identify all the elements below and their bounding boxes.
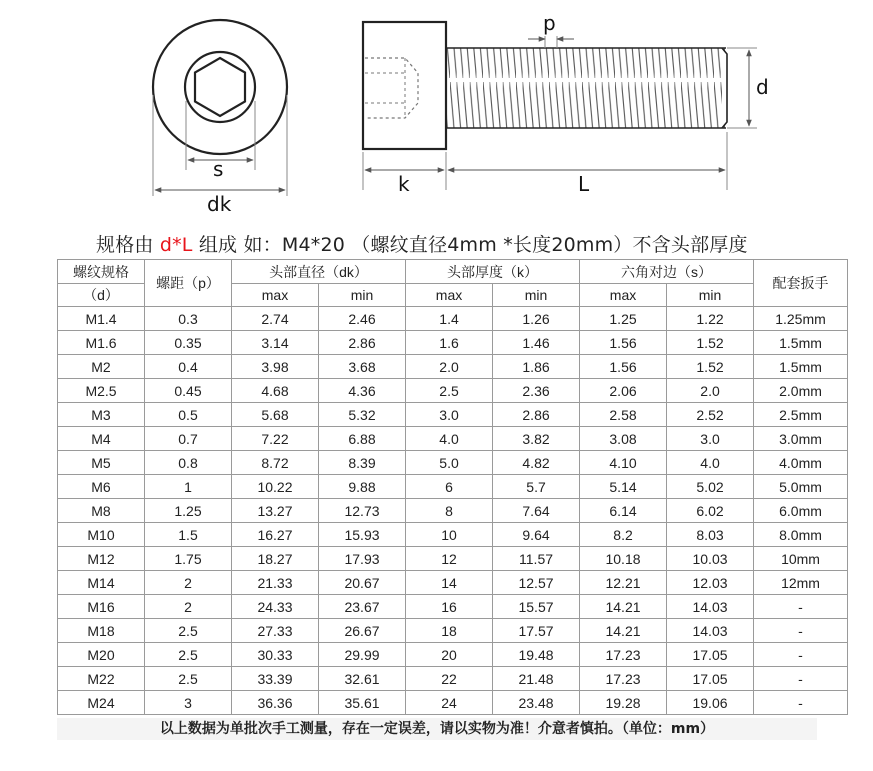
table-row: [58, 547, 848, 571]
table-row: [58, 523, 848, 547]
cell-dk-min: 12.73: [319, 499, 406, 523]
cell-s-max: 4.10: [580, 451, 667, 475]
cell-thread-size: M12: [58, 547, 145, 571]
cell-dk-min: 8.39: [319, 451, 406, 475]
cell-s-min: 3.0: [667, 427, 754, 451]
cell-dk-max: 7.22: [232, 427, 319, 451]
cell-dk-min: 35.61: [319, 691, 406, 715]
cell-dk-max: 24.33: [232, 595, 319, 619]
cell-wrench: -: [754, 619, 848, 643]
cell-thread-size: M4: [58, 427, 145, 451]
header-thread-size-sub: （d）: [58, 284, 145, 307]
cell-k-min: 19.48: [493, 643, 580, 667]
cell-s-min: 14.03: [667, 595, 754, 619]
cell-wrench: -: [754, 667, 848, 691]
cell-thread-size: M24: [58, 691, 145, 715]
header-k-max: max: [406, 284, 493, 307]
cell-dk-max: 10.22: [232, 475, 319, 499]
cell-pitch: 3: [145, 691, 232, 715]
cell-thread-size: M20: [58, 643, 145, 667]
cell-k-min: 2.36: [493, 379, 580, 403]
cell-pitch: 0.45: [145, 379, 232, 403]
cell-dk-min: 4.36: [319, 379, 406, 403]
cell-s-max: 2.06: [580, 379, 667, 403]
table-row: [58, 307, 848, 331]
screw-side-view: [363, 22, 757, 190]
cell-s-max: 3.08: [580, 427, 667, 451]
cell-k-min: 12.57: [493, 571, 580, 595]
cell-wrench: 1.5mm: [754, 355, 848, 379]
table-row: [58, 451, 848, 475]
table-row: [58, 595, 848, 619]
cell-s-max: 17.23: [580, 667, 667, 691]
cell-dk-max: 8.72: [232, 451, 319, 475]
cell-wrench: -: [754, 691, 848, 715]
cell-dk-min: 29.99: [319, 643, 406, 667]
cell-s-min: 2.0: [667, 379, 754, 403]
cell-thread-size: M8: [58, 499, 145, 523]
cell-k-max: 3.0: [406, 403, 493, 427]
cell-pitch: 2: [145, 595, 232, 619]
cell-thread-size: M2: [58, 355, 145, 379]
table-row: [58, 667, 848, 691]
cell-pitch: 0.3: [145, 307, 232, 331]
cell-wrench: 3.0mm: [754, 427, 848, 451]
table-row: [58, 643, 848, 667]
header-s-min: min: [667, 284, 754, 307]
cell-s-min: 4.0: [667, 451, 754, 475]
cell-k-min: 21.48: [493, 667, 580, 691]
cell-k-min: 9.64: [493, 523, 580, 547]
cell-wrench: 4.0mm: [754, 451, 848, 475]
cell-wrench: 10mm: [754, 547, 848, 571]
cell-s-max: 14.21: [580, 595, 667, 619]
cell-pitch: 2: [145, 571, 232, 595]
cell-k-min: 3.82: [493, 427, 580, 451]
table-row: [58, 691, 848, 715]
cell-k-min: 15.57: [493, 595, 580, 619]
cell-dk-min: 3.68: [319, 355, 406, 379]
cell-k-max: 14: [406, 571, 493, 595]
cell-s-min: 10.03: [667, 547, 754, 571]
header-head-diameter: 头部直径（dk）: [232, 260, 406, 284]
cell-k-max: 1.4: [406, 307, 493, 331]
cell-dk-min: 20.67: [319, 571, 406, 595]
cell-wrench: 12mm: [754, 571, 848, 595]
cell-k-min: 7.64: [493, 499, 580, 523]
header-dk-max: max: [232, 284, 319, 307]
cell-pitch: 1.5: [145, 523, 232, 547]
cell-wrench: 2.5mm: [754, 403, 848, 427]
cell-k-max: 10: [406, 523, 493, 547]
cell-thread-size: M14: [58, 571, 145, 595]
cell-s-min: 1.52: [667, 331, 754, 355]
cell-k-max: 2.0: [406, 355, 493, 379]
cell-wrench: -: [754, 643, 848, 667]
cell-dk-max: 27.33: [232, 619, 319, 643]
cell-pitch: 2.5: [145, 619, 232, 643]
cell-s-max: 10.18: [580, 547, 667, 571]
cell-k-max: 2.5: [406, 379, 493, 403]
cell-wrench: 8.0mm: [754, 523, 848, 547]
footnote: 以上数据为单批次手工测量，存在一定误差，请以实物为准！介意者慎拍。（单位：mm）: [57, 718, 817, 740]
spec-suffix: 组成 如：M4*20 （螺纹直径4mm *长度20mm）不含头部厚度: [192, 234, 748, 256]
cell-thread-size: M3: [58, 403, 145, 427]
cell-k-min: 5.7: [493, 475, 580, 499]
cell-dk-max: 21.33: [232, 571, 319, 595]
cell-dk-max: 16.27: [232, 523, 319, 547]
cell-k-max: 4.0: [406, 427, 493, 451]
cell-k-max: 24: [406, 691, 493, 715]
cell-pitch: 0.8: [145, 451, 232, 475]
cell-pitch: 1.25: [145, 499, 232, 523]
cell-k-max: 6: [406, 475, 493, 499]
cell-dk-min: 5.32: [319, 403, 406, 427]
cell-thread-size: M5: [58, 451, 145, 475]
cell-k-min: 1.26: [493, 307, 580, 331]
cell-s-min: 1.52: [667, 355, 754, 379]
cell-k-max: 5.0: [406, 451, 493, 475]
header-k-min: min: [493, 284, 580, 307]
cell-dk-max: 3.14: [232, 331, 319, 355]
cell-s-max: 2.58: [580, 403, 667, 427]
cell-wrench: 6.0mm: [754, 499, 848, 523]
cell-s-min: 17.05: [667, 643, 754, 667]
cell-dk-max: 36.36: [232, 691, 319, 715]
cell-thread-size: M2.5: [58, 379, 145, 403]
cell-thread-size: M1.4: [58, 307, 145, 331]
header-s-max: max: [580, 284, 667, 307]
header-wrench: 配套扳手: [754, 260, 848, 307]
cell-pitch: 1: [145, 475, 232, 499]
cell-dk-min: 2.46: [319, 307, 406, 331]
cell-dk-min: 26.67: [319, 619, 406, 643]
cell-dk-max: 3.98: [232, 355, 319, 379]
table-row: [58, 427, 848, 451]
cell-s-max: 17.23: [580, 643, 667, 667]
spec-format-line: [96, 230, 748, 257]
cell-pitch: 0.7: [145, 427, 232, 451]
cell-s-max: 6.14: [580, 499, 667, 523]
cell-s-min: 12.03: [667, 571, 754, 595]
cell-k-max: 22: [406, 667, 493, 691]
cell-s-min: 14.03: [667, 619, 754, 643]
cell-wrench: 1.25mm: [754, 307, 848, 331]
label-s: s: [213, 157, 224, 181]
table-row: [58, 403, 848, 427]
cell-k-max: 16: [406, 595, 493, 619]
cell-k-max: 1.6: [406, 331, 493, 355]
cell-dk-min: 32.61: [319, 667, 406, 691]
cell-s-max: 14.21: [580, 619, 667, 643]
spec-table-container: [57, 259, 829, 716]
cell-s-min: 8.03: [667, 523, 754, 547]
label-k: k: [398, 172, 410, 196]
cell-s-max: 1.56: [580, 355, 667, 379]
table-row: [58, 499, 848, 523]
cell-dk-min: 23.67: [319, 595, 406, 619]
cell-wrench: 5.0mm: [754, 475, 848, 499]
cell-dk-min: 15.93: [319, 523, 406, 547]
cell-pitch: 0.5: [145, 403, 232, 427]
header-dk-min: min: [319, 284, 406, 307]
cell-s-max: 8.2: [580, 523, 667, 547]
spec-table-body: [58, 307, 848, 715]
table-row: [58, 619, 848, 643]
cell-dk-max: 5.68: [232, 403, 319, 427]
spec-table: [57, 259, 848, 715]
cell-wrench: 2.0mm: [754, 379, 848, 403]
cell-dk-max: 30.33: [232, 643, 319, 667]
cell-k-max: 8: [406, 499, 493, 523]
cell-k-max: 18: [406, 619, 493, 643]
spec-highlight: d*L: [159, 234, 193, 256]
cell-s-max: 1.25: [580, 307, 667, 331]
cell-dk-min: 6.88: [319, 427, 406, 451]
label-d: d: [756, 75, 769, 99]
cell-wrench: -: [754, 595, 848, 619]
cell-s-min: 6.02: [667, 499, 754, 523]
cell-s-max: 5.14: [580, 475, 667, 499]
cell-k-min: 4.82: [493, 451, 580, 475]
cell-dk-max: 33.39: [232, 667, 319, 691]
table-row: [58, 355, 848, 379]
cell-k-min: 1.86: [493, 355, 580, 379]
cell-thread-size: M16: [58, 595, 145, 619]
cell-thread-size: M10: [58, 523, 145, 547]
cell-s-min: 5.02: [667, 475, 754, 499]
cell-k-max: 20: [406, 643, 493, 667]
cell-s-min: 17.05: [667, 667, 754, 691]
cell-pitch: 0.35: [145, 331, 232, 355]
table-row: [58, 571, 848, 595]
cell-wrench: 1.5mm: [754, 331, 848, 355]
cell-dk-max: 4.68: [232, 379, 319, 403]
cell-dk-min: 2.86: [319, 331, 406, 355]
cell-dk-min: 9.88: [319, 475, 406, 499]
cell-thread-size: M22: [58, 667, 145, 691]
header-thread-size: 螺纹规格: [58, 260, 145, 284]
cell-s-min: 2.52: [667, 403, 754, 427]
spec-prefix: 规格由: [96, 234, 160, 256]
cell-k-min: 17.57: [493, 619, 580, 643]
label-L: L: [578, 172, 590, 196]
cell-k-max: 12: [406, 547, 493, 571]
cell-thread-size: M6: [58, 475, 145, 499]
label-p: p: [543, 11, 556, 35]
cell-k-min: 2.86: [493, 403, 580, 427]
cell-pitch: 0.4: [145, 355, 232, 379]
cell-s-max: 19.28: [580, 691, 667, 715]
cell-s-max: 1.56: [580, 331, 667, 355]
header-hex-across: 六角对边（s）: [580, 260, 754, 284]
label-dk: dk: [207, 192, 232, 216]
screw-dimension-diagram: [0, 0, 873, 228]
cell-k-min: 1.46: [493, 331, 580, 355]
cell-dk-max: 18.27: [232, 547, 319, 571]
cell-dk-max: 13.27: [232, 499, 319, 523]
table-row: [58, 331, 848, 355]
cell-pitch: 1.75: [145, 547, 232, 571]
header-head-thickness: 头部厚度（k）: [406, 260, 580, 284]
cell-s-min: 1.22: [667, 307, 754, 331]
cell-s-max: 12.21: [580, 571, 667, 595]
cell-dk-max: 2.74: [232, 307, 319, 331]
cell-pitch: 2.5: [145, 643, 232, 667]
cell-k-min: 11.57: [493, 547, 580, 571]
cell-thread-size: M18: [58, 619, 145, 643]
cell-dk-min: 17.93: [319, 547, 406, 571]
table-row: [58, 475, 848, 499]
cell-thread-size: M1.6: [58, 331, 145, 355]
cell-pitch: 2.5: [145, 667, 232, 691]
cell-s-min: 19.06: [667, 691, 754, 715]
table-row: [58, 379, 848, 403]
header-pitch: 螺距（p）: [145, 260, 232, 307]
cell-k-min: 23.48: [493, 691, 580, 715]
